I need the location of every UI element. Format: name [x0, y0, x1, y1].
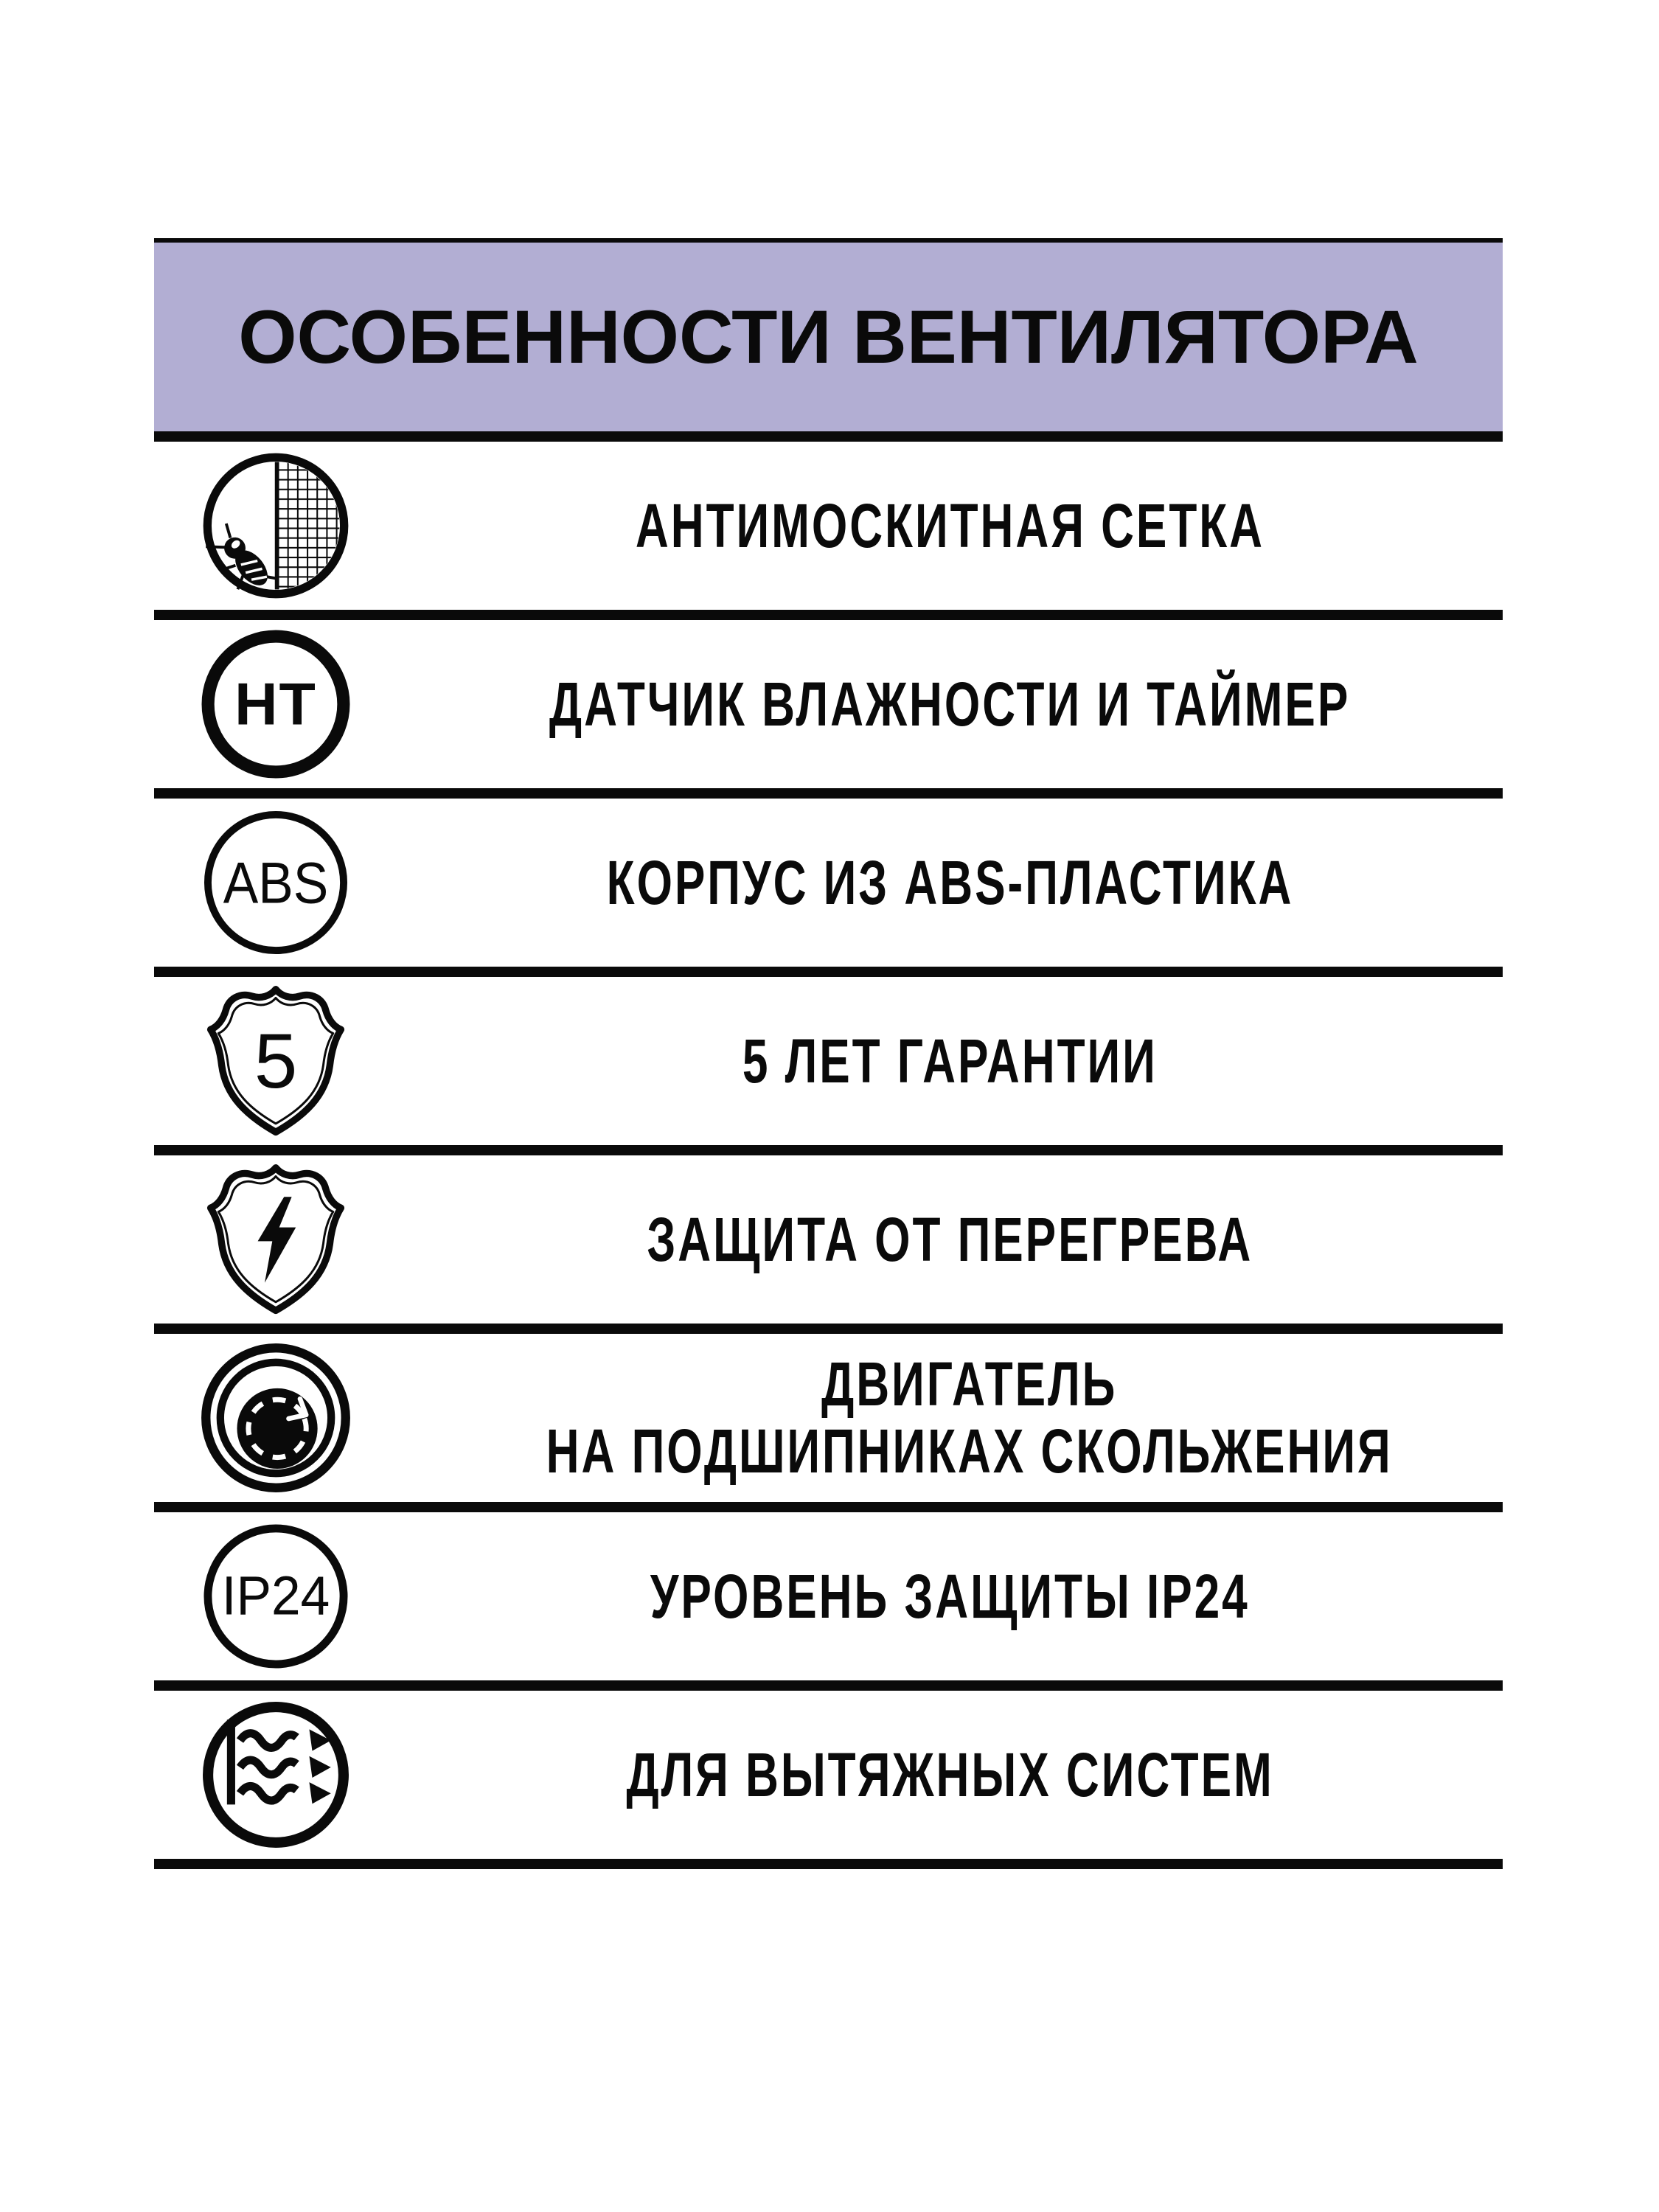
five-year-warranty-icon [206, 984, 345, 1139]
ht-badge: HT [234, 671, 317, 738]
ip24-protection-icon [203, 1523, 349, 1669]
ip24-badge: IP24 [221, 1564, 330, 1627]
lightning-bolt-glyph [258, 1197, 296, 1283]
header-band [154, 238, 1503, 442]
feature-row [154, 1691, 1503, 1869]
feature-row [154, 442, 1503, 620]
feature-label: КОРПУС ИЗ ABS-ПЛАСТИКА [606, 847, 1294, 917]
feature-label: ДАТЧИК ВЛАЖНОСТИ И ТАЙМЕР [549, 669, 1351, 739]
feature-row [154, 799, 1503, 977]
feature-sheet [154, 238, 1503, 1869]
feature-row [154, 1512, 1503, 1691]
page-title: ОСОБЕННОСТИ ВЕНТИЛЯТОРА [238, 294, 1419, 379]
feature-label: ДЛЯ ВЫТЯЖНЫХ СИСТЕМ [626, 1739, 1274, 1809]
mosquito-net-icon [200, 450, 352, 602]
feature-row [154, 620, 1503, 799]
feature-label: АНТИМОСКИТНАЯ СЕТКА [635, 490, 1265, 560]
feature-row [154, 1334, 1503, 1512]
humidity-timer-icon [201, 630, 350, 779]
exhaust-systems-icon [201, 1700, 350, 1849]
abs-badge: ABS [223, 849, 329, 916]
feature-label: УРОВЕНЬ ЗАЩИТЫ IP24 [650, 1561, 1250, 1631]
feature-row [154, 1155, 1503, 1334]
feature-label [546, 1351, 1393, 1484]
feature-label: ЗАЩИТА ОТ ПЕРЕГРЕВА [647, 1204, 1253, 1274]
airflow-arrows [240, 1729, 331, 1804]
overheat-protection-icon [206, 1162, 345, 1318]
sleeve-bearing-icon [200, 1342, 352, 1494]
feature-label-line2: НА ПОДШИПНИКАХ СКОЛЬЖЕНИЯ [546, 1416, 1393, 1486]
feature-row [154, 977, 1503, 1155]
feature-label: 5 ЛЕТ ГАРАНТИИ [742, 1026, 1158, 1096]
warranty-years-badge: 5 [254, 1018, 298, 1105]
feature-label-line1: ДВИГАТЕЛЬ [821, 1349, 1118, 1419]
abs-plastic-icon [203, 810, 349, 956]
